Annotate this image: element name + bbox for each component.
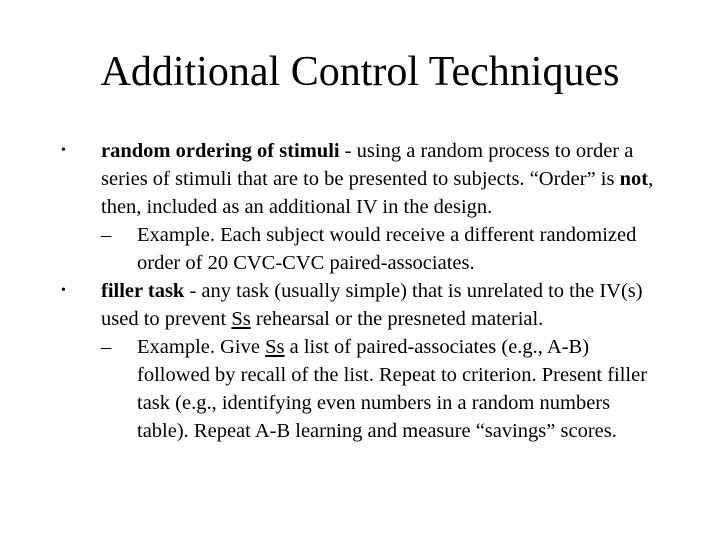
bullet-text: rehearsal or the presneted material. bbox=[250, 308, 544, 330]
bullet-text: - any task (usually simple) that is unrelated to the IV(s) used to prevent bbox=[101, 280, 643, 330]
sub-bullet-text: Example. Give bbox=[137, 336, 266, 358]
term-filler-task: filler task bbox=[101, 280, 185, 302]
emphasis-not: not bbox=[619, 168, 649, 190]
sub-bullet-example-2 bbox=[0, 333, 657, 445]
bullet-marker: • bbox=[61, 283, 66, 298]
abbrev-ss: Ss bbox=[231, 308, 251, 330]
sub-bullet-example-1 bbox=[0, 221, 657, 277]
sub-bullet-marker: – bbox=[101, 336, 112, 358]
slide-title: Additional Control Techniques bbox=[100, 49, 620, 95]
sub-bullet-text: a list of paired-associates (e.g., A-B) followed by recall of the list. Repeat to criterion. Present filler task (e.g., identifying even numbers in a random numbers table). Repeat A-B learning and measure “savings” scores. bbox=[137, 336, 648, 442]
bullet-marker: • bbox=[61, 143, 66, 158]
term-random-ordering: random ordering of stimuli bbox=[101, 140, 340, 162]
bullet-text: - using a random process to order a series of stimuli that are to be presented to subjects. “Order” is bbox=[101, 140, 634, 190]
bullet-random-ordering bbox=[0, 137, 661, 221]
bullet-list bbox=[0, 137, 720, 445]
sub-bullet-text: Example. Each subject would receive a different randomized order of 20 CVC-CVC paired-associates. bbox=[137, 224, 637, 274]
abbrev-ss: Ss bbox=[265, 336, 285, 358]
bullet-text: , then, included as an additional IV in the design. bbox=[101, 168, 654, 218]
sub-bullet-marker: – bbox=[101, 224, 112, 246]
bullet-filler-task bbox=[0, 277, 661, 333]
